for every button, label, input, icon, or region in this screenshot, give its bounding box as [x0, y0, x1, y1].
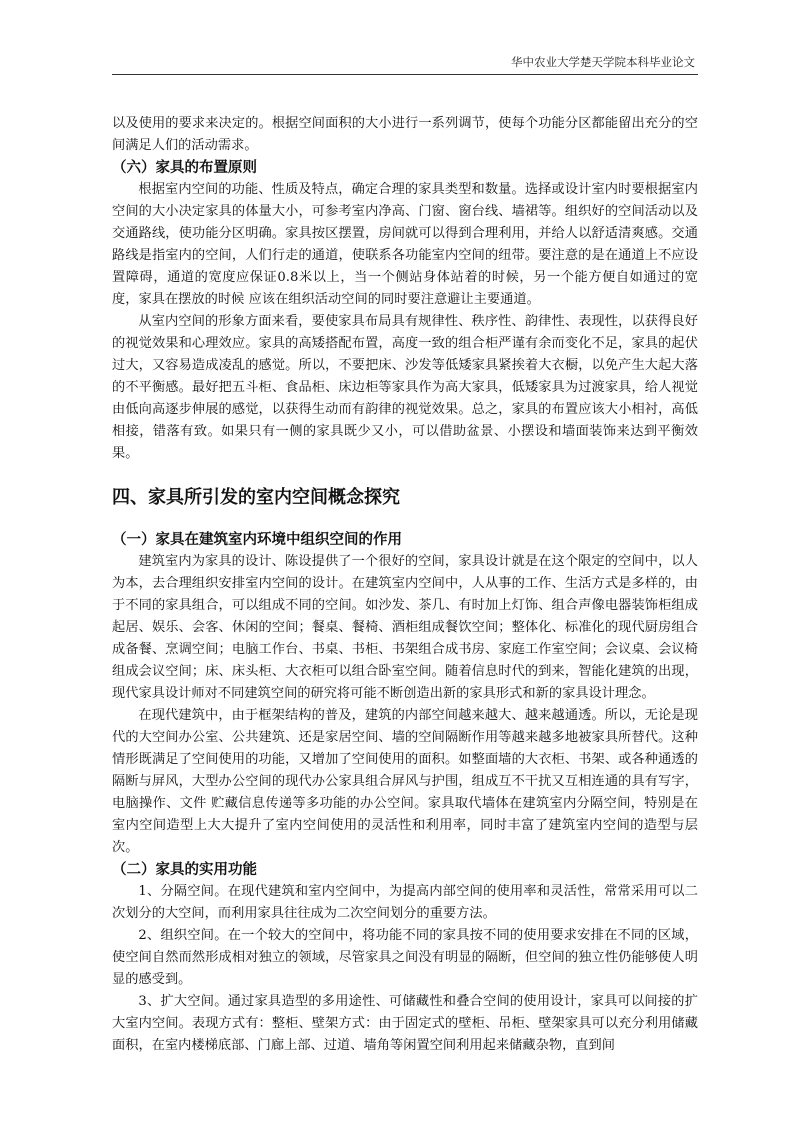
paragraph: 在现代建筑中，由于框架结构的普及，建筑的内部空间越来越大、越来越通透。所以，无论是现代的大空间办公室、公共建筑、还是家居空间、墙的空间隔断作用等越来越多地被家具所替代。这种情形既满足了空间使用的功能，又增加了空间使用的面积。如整面墙的大衣柜、书架、或各种通透的隔断与屏风，大型办公空间的现代办公家具组合屏风与护围，组成互不干扰又互相连通的具有写字，电脑操作、文件 贮藏信息传递等多功能的办公空间。家具取代墙体在建筑室内分隔空间，特别是在室内空间造型上大大提升了室内空间使用的灵活性和利用率，同时丰富了建筑室内空间的造型与层次。 [112, 708, 698, 855]
chapter-heading: 四、家具所引发的室内空间概念探究 [112, 487, 400, 508]
section-heading: （二）家具的实用功能 [112, 862, 257, 878]
paragraph: 建筑室内为家具的设计、陈设提供了一个很好的空间，家具设计就是在这个限定的空间中，以人为本，去合理组织安排室内空间的设计。在建筑室内空间中，人从事的工作、生活方式是多样的，由于不同的家具组合，可以组成不同的空间。如沙发、茶几、有时加上灯饰、组合声像电器装饰柜组成起居、娱乐、会客、休闲的空间；餐桌、餐椅、酒柜组成餐饮空间；整体化、标准化的现代厨房组合成备餐、烹调空间；电脑工作台、书桌、书柜、书架组合成书房、家庭工作室空间；会议桌、会议椅组成会议空间；床、床头柜、大衣柜可以组合卧室空间。随着信息时代的到来，智能化建筑的出现，现代家具设计师对不同建筑空间的研究将可能不断创造出新的家具形式和新的家具设计理念。 [112, 554, 698, 701]
paragraph: 从室内空间的形象方面来看，要使家具布局具有规律性、秩序性、韵律性、表现性，以获得良好的视觉效果和心理效应。家具的高矮搭配布置，高度一致的组合柜严谨有余而变化不足，家具的起伏过大，又容易造成凌乱的感觉。所以，不要把床、沙发等低矮家具紧挨着大衣橱，以免产生大起大落的不平衡感。最好把五斗柜、食品柜、床边柜等家具作为高大家具，低矮家具为过渡家具，给人视觉由低向高逐步伸展的感觉，以获得生动而有韵律的视觉效果。总之，家具的布置应该大小相衬，高低相接，错落有致。如果只有一侧的家具既少又小，可以借助盆景、小摆设和墙面装饰来达到平衡效果。 [112, 314, 698, 461]
paragraph: 以及使用的要求来决定的。根据空间面积的大小进行一系列调节，使每个功能分区都能留出充分的空间满足人们的活动需求。 [112, 116, 698, 153]
section-heading: （一）家具在建筑室内环境中组织空间的作用 [112, 532, 402, 548]
header-rule [112, 74, 698, 75]
section-heading: （六）家具的布置原则 [112, 160, 257, 176]
running-header: 华中农业大学楚天学院本科毕业论文 [511, 55, 695, 69]
body-text [112, 113, 698, 1057]
paragraph: 2、组织空间。在一个较大的空间中，将功能不同的家具按不同的使用要求安排在不同的区域，使空间自然而然形成相对独立的领域，尽管家具之间没有明显的隔断，但空间的独立性仍能够使人明显的感受到。 [112, 928, 698, 987]
paragraph: 1、分隔空间。在现代建筑和室内空间中，为提高内部空间的使用率和灵活性，常常采用可以二次划分的大空间，而利用家具往往成为二次空间划分的重要方法。 [112, 884, 698, 921]
paragraph: 3、扩大空间。通过家具造型的多用途性、可储藏性和叠合空间的使用设计，家具可以间接的扩大室内空间。表现方式有：整柜、壁架方式：由于固定式的壁柜、吊柜、壁架家具可以充分利用储藏面积，在室内楼梯底部、门廊上部、过道、墙角等闲置空间利用起来储藏杂物，直到间 [112, 994, 698, 1053]
paragraph: 根据室内空间的功能、性质及特点，确定合理的家具类型和数量。选择或设计室内时要根据室内空间的大小决定家具的体量大小，可参考室内净高、门窗、窗台线、墙裙等。组织好的空间活动以及交通路线，使功能分区明确。家具按区摆置，房间就可以得到合理利用，并给人以舒适清爽感。交通路线是指室内的空间，人们行走的通道，使联系各功能室内空间的纽带。要注意的是在通道上不应设置障碍，通道的宽度应保证0.8米以上，当一个侧站身体站着的时候，另一个能方便自如通过的宽度，家具在摆放的时候 应该在组织活动空间的同时要注意避让主要通道。 [112, 182, 698, 307]
